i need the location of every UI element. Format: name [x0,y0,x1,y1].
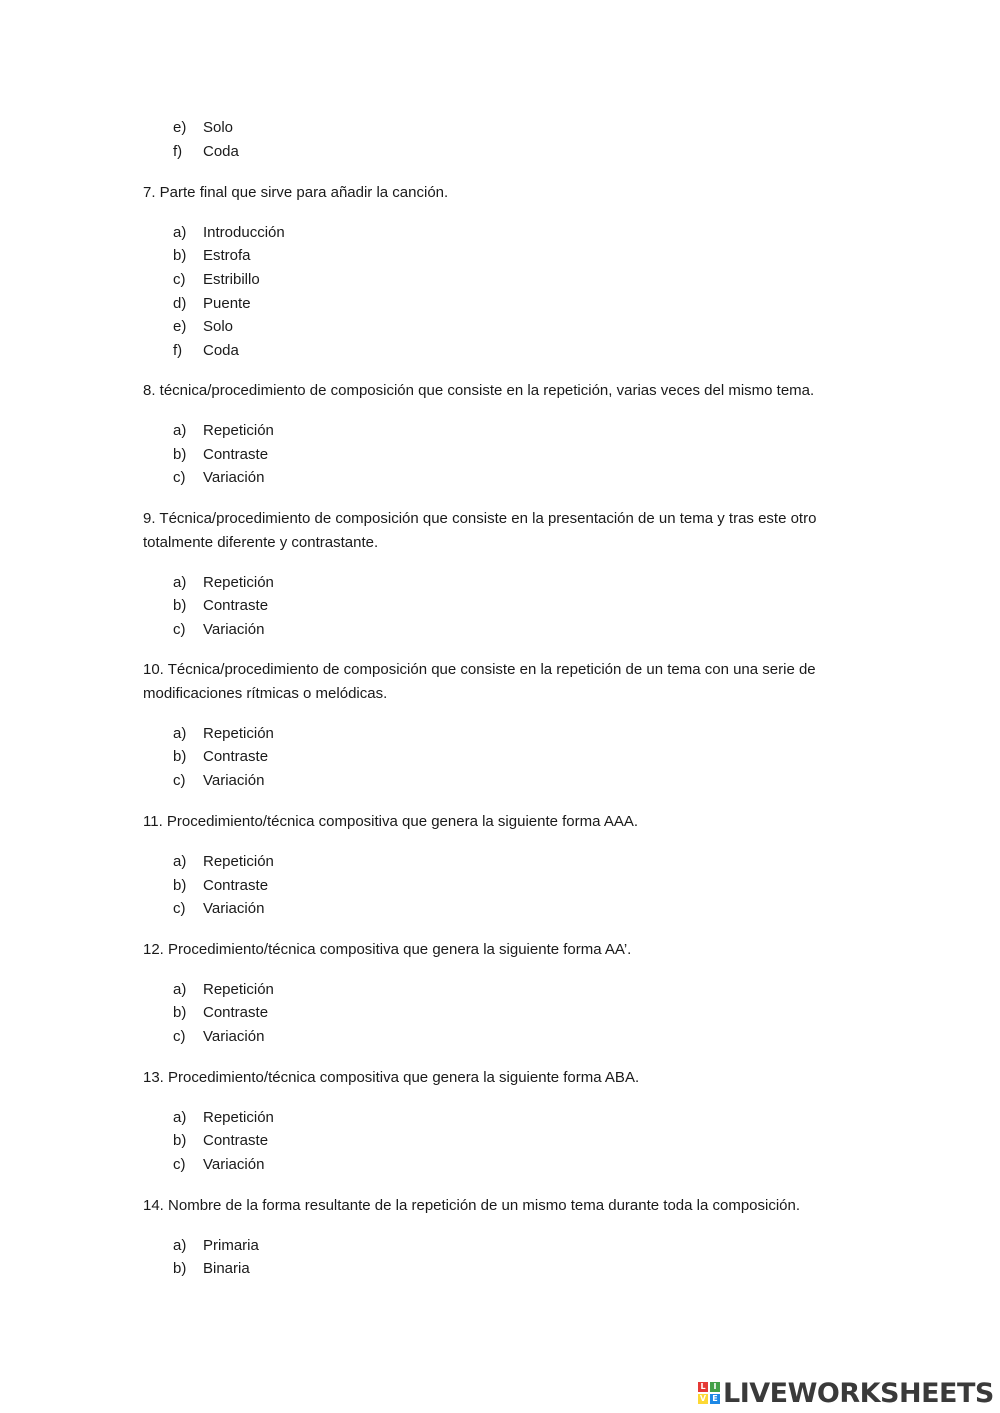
option-letter: c) [173,772,186,789]
option-text: Variación [203,1028,265,1045]
logo-icon [698,1382,720,1404]
option-letter: e) [173,318,187,335]
question-14: 14. Nombre de la forma resultante de la repetición de un mismo tema durante toda la composición. [143,1197,801,1214]
option-text: Contraste [203,446,269,463]
option-letter: a) [173,224,187,241]
question-9-line-1: 9. Técnica/procedimiento de composición que consiste en la presentación de un tema y tras este otro [143,510,817,527]
option-text: Repetición [203,853,274,870]
option-text: Contraste [203,1132,269,1149]
option-letter: a) [173,1237,187,1254]
option-text: Variación [203,621,265,638]
option-letter: c) [173,900,186,917]
question-11: 11. Procedimiento/técnica compositiva que genera la siguiente forma AAA. [143,813,638,830]
option-letter: a) [173,422,187,439]
option-text: Variación [203,772,265,789]
option-text: Variación [203,469,265,486]
option-letter: b) [173,1004,187,1021]
option-letter: a) [173,981,187,998]
option-letter: f) [173,143,183,160]
option-text: Estrofa [203,247,251,264]
option-letter: c) [173,271,186,288]
option-text: Repetición [203,981,274,998]
question-13: 13. Procedimiento/técnica compositiva que genera la siguiente forma ABA. [143,1069,640,1086]
option-letter: a) [173,853,187,870]
logo-block-l: L [698,1382,708,1392]
option-text: Repetición [203,574,274,591]
question-7: 7. Parte final que sirve para añadir la canción. [143,184,449,201]
question-10-line-1: 10. Técnica/procedimiento de composición que consiste en la repetición de un tema con una serie de [143,661,816,678]
option-letter: b) [173,247,187,264]
logo-block-e: E [710,1394,720,1404]
option-letter: b) [173,597,187,614]
option-text: Contraste [203,748,269,765]
option-text: Coda [203,143,239,160]
option-text: Coda [203,342,239,359]
option-letter: c) [173,1156,186,1173]
option-letter: b) [173,748,187,765]
option-letter: e) [173,119,187,136]
option-text: Variación [203,900,265,917]
option-letter: a) [173,1109,187,1126]
option-text: Estribillo [203,271,260,288]
option-text: Solo [203,318,234,335]
option-text: Contraste [203,1004,269,1021]
option-letter: c) [173,621,186,638]
option-letter: c) [173,469,186,486]
question-10-line-2: modificaciones rítmicas o melódicas. [143,685,388,702]
option-text: Contraste [203,597,269,614]
option-letter: a) [173,574,187,591]
option-letter: b) [173,1132,187,1149]
logo-block-i: I [710,1382,720,1392]
option-letter: c) [173,1028,186,1045]
option-text: Binaria [203,1260,250,1277]
question-9-line-2: totalmente diferente y contrastante. [143,534,379,551]
question-8: 8. técnica/procedimiento de composición que consiste en la repetición, varias veces del mismo tema. [143,382,815,399]
logo-text: LIVEWORKSHEETS [723,1377,994,1409]
option-letter: a) [173,725,187,742]
option-text: Contraste [203,877,269,894]
option-text: Introducción [203,224,285,241]
option-text: Solo [203,119,234,136]
question-12: 12. Procedimiento/técnica compositiva que genera la siguiente forma AA’. [143,941,632,958]
option-text: Repetición [203,422,274,439]
logo-block-v: V [699,1394,707,1403]
option-text: Repetición [203,725,274,742]
option-letter: f) [173,342,183,359]
option-text: Primaria [203,1237,259,1254]
option-letter: b) [173,446,187,463]
option-letter: b) [173,1260,187,1277]
liveworksheets-logo[interactable] [698,1378,994,1408]
option-text: Repetición [203,1109,274,1126]
option-letter: b) [173,877,187,894]
option-letter: d) [173,295,187,312]
option-text: Variación [203,1156,265,1173]
option-text: Puente [203,295,251,312]
